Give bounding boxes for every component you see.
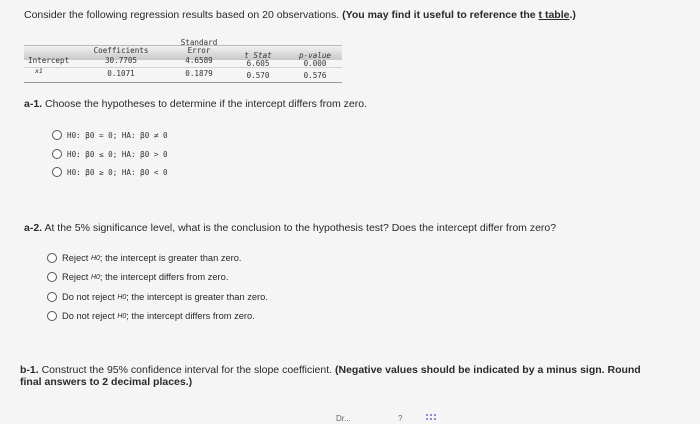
a2-option-2-text: ; the intercept differs from zero. [99,272,229,282]
header-t-stat: t Stat [244,51,272,60]
question-b1-note-2: final answers to 2 decimal places.) [20,376,193,388]
a2-option-4[interactable] [47,311,255,321]
toolbar-fragment-1[interactable]: Dr... [336,414,351,423]
intro-text [24,9,576,21]
question-b1-text: Construct the 95% confidence interval for the slope coefficient. [41,364,333,376]
a2-option-1[interactable] [47,253,242,263]
radio-button[interactable] [47,311,57,321]
cell-pvalue-x1: 0.576 [303,71,327,80]
question-a1-text: Choose the hypotheses to determine if the intercept differs from zero. [45,98,367,110]
a2-option-2-verb: Reject [62,272,89,282]
a2-option-1-verb: Reject [62,253,89,263]
a2-option-4-text: ; the intercept differs from zero. [126,311,255,321]
a1-option-2[interactable] [52,149,168,159]
h0-symbol: H0 [90,254,100,262]
question-b1-number: b-1. [20,364,39,376]
cell-se-intercept: 4.6589 [185,56,213,65]
a2-option-3[interactable] [47,292,268,302]
toolbar-fragment-2[interactable]: ? [398,414,403,423]
h0-symbol: H0 [117,312,127,320]
t-table-link[interactable]: t table [538,9,570,21]
radio-button[interactable] [52,149,62,159]
question-a2-text: At the 5% significance level, what is the conclusion to the hypothesis test? Does the intercept differ from zero? [44,222,557,234]
header-coefficients: Coefficients [93,46,149,55]
a2-option-4-verb: Do not reject [62,311,115,321]
cell-pvalue-intercept: 0.000 [303,59,327,68]
row-label-intercept: Intercept [28,56,70,65]
question-a2-number: a-2. [24,222,43,234]
question-a1 [24,98,367,110]
header-p-value: p-value [298,51,331,60]
radio-button[interactable] [47,253,57,263]
a2-option-2[interactable] [47,272,228,282]
intro-note-suffix: .) [569,9,576,21]
grid-icon[interactable] [426,414,436,420]
question-a2 [24,222,556,234]
a2-option-3-text: ; the intercept is greater than zero. [126,292,268,302]
radio-button[interactable] [52,130,62,140]
radio-button[interactable] [47,292,57,302]
intro-statement: Consider the following regression results based on 20 observations. [24,9,340,21]
a1-option-3-label: H0: β0 ≥ 0; HA: β0 < 0 [67,167,168,177]
answer-toolbar [300,412,460,424]
cell-se-x1: 0.1879 [185,69,213,78]
row-label-x1: x1 [35,67,43,75]
a1-option-1[interactable] [52,130,168,140]
header-se-line2: Error [187,46,211,55]
a1-option-1-label: H0: β0 = 0; HA: β0 ≠ 0 [67,130,168,140]
question-b1 [20,364,660,388]
radio-button[interactable] [47,272,57,282]
a1-option-3[interactable] [52,167,168,177]
cell-coef-x1: 0.1071 [107,69,135,78]
cell-tstat-intercept: 6.605 [246,59,270,68]
h0-symbol: H0 [90,273,100,281]
h0-symbol: H0 [117,293,127,301]
cell-tstat-x1: 0.570 [246,71,270,80]
header-se-line1: Standard [180,38,218,47]
intro-note-prefix: (You may find it useful to reference the [342,9,536,21]
question-b1-note-1: (Negative values should be indicated by a minus sign. Round [335,364,641,376]
regression-table [24,35,342,83]
a2-option-3-verb: Do not reject [62,292,115,302]
a2-option-1-text: ; the intercept is greater than zero. [99,253,242,263]
radio-button[interactable] [52,167,62,177]
a1-option-2-label: H0: β0 ≤ 0; HA: β0 > 0 [67,149,168,159]
cell-coef-intercept: 30.7705 [104,56,137,65]
question-a1-number: a-1. [24,98,43,110]
